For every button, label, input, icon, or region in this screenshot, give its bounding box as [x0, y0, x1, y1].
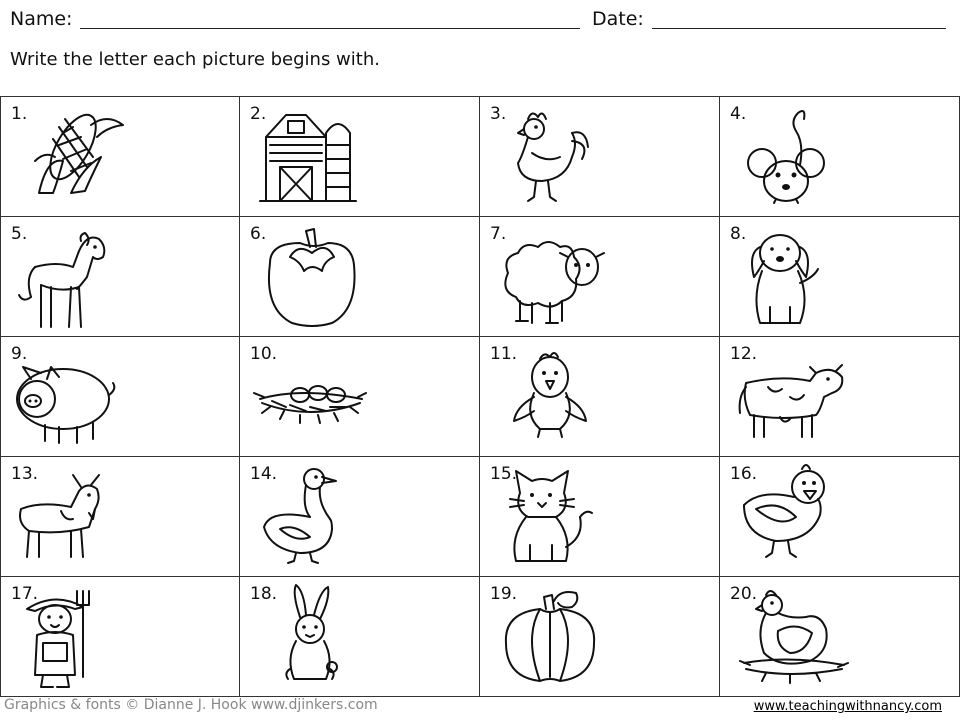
item-number: 3. — [490, 104, 507, 124]
name-line[interactable] — [80, 28, 580, 29]
pumpkin-icon — [480, 577, 720, 697]
picture-cell — [720, 217, 960, 337]
picture-cell — [480, 457, 720, 577]
picture-cell — [0, 577, 240, 697]
chick-icon — [480, 337, 720, 457]
picture-cell — [0, 217, 240, 337]
item-number: 14. — [250, 464, 278, 484]
farmer-icon — [1, 577, 241, 697]
corn-icon — [1, 97, 241, 217]
rabbit-icon — [240, 577, 480, 697]
instructions: Write the letter each picture begins with. — [10, 49, 380, 70]
sheep-icon — [480, 217, 720, 337]
pig-icon — [1, 337, 241, 457]
picture-cell — [0, 97, 240, 217]
barn-icon — [240, 97, 480, 217]
picture-cell — [240, 457, 480, 577]
name-label: Name: — [10, 8, 73, 30]
picture-cell — [240, 97, 480, 217]
item-number: 13. — [11, 464, 39, 484]
rooster-icon — [480, 97, 720, 217]
picture-cell — [0, 457, 240, 577]
item-number: 17. — [11, 584, 39, 604]
item-number: 8. — [730, 224, 747, 244]
goat-icon — [1, 457, 241, 577]
cow-icon — [720, 337, 960, 457]
picture-cell — [480, 97, 720, 217]
date-line[interactable] — [652, 28, 946, 29]
cat-icon — [480, 457, 720, 577]
item-number: 16. — [730, 464, 758, 484]
picture-cell — [240, 217, 480, 337]
worksheet-header — [10, 4, 950, 34]
item-number: 6. — [250, 224, 267, 244]
picture-cell — [720, 577, 960, 697]
footer-credit: Graphics & fonts © Dianne J. Hook www.djinkers.com — [4, 697, 378, 713]
picture-grid — [0, 96, 960, 696]
item-number: 4. — [730, 104, 747, 124]
item-number: 12. — [730, 344, 758, 364]
hen-icon — [720, 577, 960, 697]
picture-cell — [720, 337, 960, 457]
item-number: 5. — [11, 224, 28, 244]
horse-icon — [1, 217, 241, 337]
picture-cell — [480, 337, 720, 457]
picture-cell — [0, 337, 240, 457]
picture-cell — [240, 337, 480, 457]
item-number: 10. — [250, 344, 278, 364]
footer-link[interactable]: www.teachingwithnancy.com — [753, 699, 942, 714]
date-label: Date: — [592, 8, 644, 30]
dog-icon — [720, 217, 960, 337]
mouse-icon — [720, 97, 960, 217]
goose-icon — [240, 457, 480, 577]
picture-cell — [480, 577, 720, 697]
item-number: 7. — [490, 224, 507, 244]
item-number: 18. — [250, 584, 278, 604]
item-number: 2. — [250, 104, 267, 124]
item-number: 15. — [490, 464, 518, 484]
picture-cell — [240, 577, 480, 697]
picture-cell — [720, 97, 960, 217]
picture-cell — [480, 217, 720, 337]
item-number: 11. — [490, 344, 518, 364]
item-number: 20. — [730, 584, 758, 604]
item-number: 19. — [490, 584, 518, 604]
picture-cell — [720, 457, 960, 577]
tomato-icon — [240, 217, 480, 337]
nest-icon — [240, 337, 480, 457]
duck-icon — [720, 457, 960, 577]
item-number: 1. — [11, 104, 28, 124]
item-number: 9. — [11, 344, 28, 364]
